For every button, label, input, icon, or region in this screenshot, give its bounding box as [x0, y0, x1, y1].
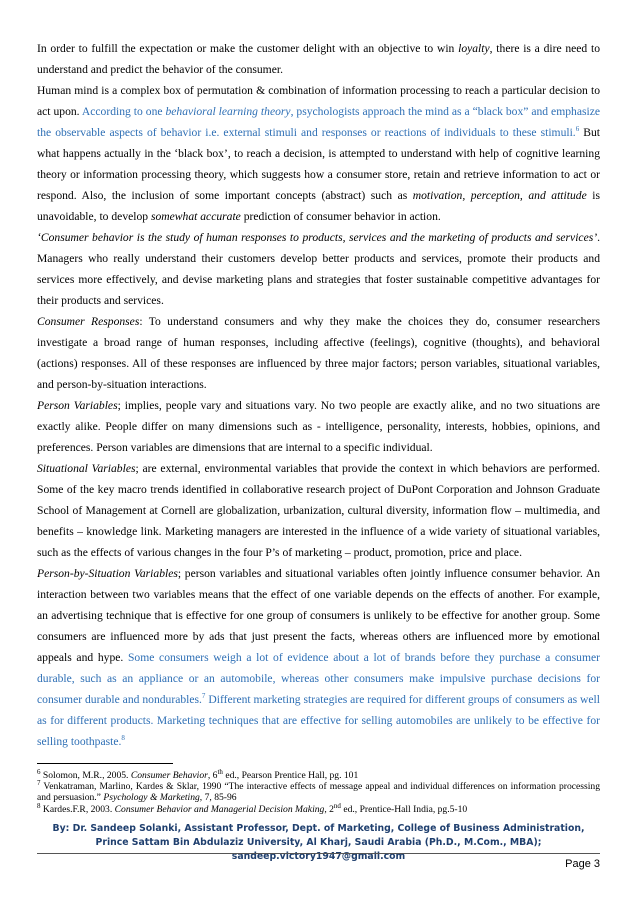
footnote-divider	[37, 763, 173, 764]
quoted-behavioral-theory: According to one behavioral learning theory, psychologists approach the mind as a “black box” and emphasize the observable aspects of behavior i.e. external stimuli and responses or reactions of individuals to these stimuli.	[37, 105, 600, 139]
footnote-6: $^6$ Solomon, M.R., 2005. Consumer Behavior, 6th ed., Pearson Prentice Hall, pg. 101	[37, 767, 359, 781]
paragraph-human-mind: Human mind is a complex box of permutation & combination of information processing to reach a particular decision to act upon. According to one behavioral learning theory, psychologists approach the mind as a “black box” and emphasize the observable aspects of behavior i.e. external stimuli and responses or reactions of individuals to these stimuli.$^6$ But what happens actually in the ‘black box’, to reach a decision, is attempted to understand with help of cognitive learning theory or information processing theory, which suggests how a consumer store, retain and retrieve information to act or respond. Also, the inclusion of some important concepts (abstract) such as motivation, perception, and attitude is unavoidable, to develop somewhat accurate prediction of consumer behavior in action.	[37, 84, 600, 223]
paragraph-definition: ‘Consumer behavior is the study of human responses to products, services and the marketing of products and services’. Managers who really understand their customers develop better products and services, promote their products and services more effectively, and devise marketing plans and strategies that foster sustainable competitive advantages for their products and services.	[37, 231, 600, 307]
footnotes	[37, 767, 600, 815]
paragraph-person-variables: Person Variables; implies, people vary and situations vary. No two people are exactly alike, and no two situations are exactly alike. People differ on many dimensions such as - intelligence, personality, interests, hobbies, opinions, and preferences. Person variables are dimensions that are internal to a specific individual.	[37, 399, 600, 454]
author-attribution: By: Dr. Sandeep Solanki, Assistant Professor, Dept. of Marketing, College of Business Administration, Prince Sattam Bin Abdulaziz University, Al Kharj, Saudi Arabia (Ph.D., M.Com., MBA); sandeep.victory1947@gmail.com	[52, 823, 585, 862]
paragraph-person-by-situation: Person-by-Situation Variables; person variables and situational variables often jointly influence consumer behavior. An interaction between two variables means that the effect of one variable depends on the effects of another. For example, an advertising technique that is effective for one group of consumers is unlikely to be effective for another group. Some consumers are influenced more by ads that just present the facts, whereas others are influenced more by emotional appeals and hype. Some consumers weigh a lot of evidence about a lot of brands before they purchase a consumer durable, such as an appliance or an automobile, whereas other consumers make impulsive purchase decisions for consumer durable and nondurables.$^7$ Different marketing strategies are required for different groups of consumers as well as for different products. Marketing techniques that are effective for selling automobiles are unlikely to be effective for selling toothpaste.$^8$	[37, 567, 600, 748]
footnote-ref-7[interactable]: 7	[201, 692, 206, 701]
paragraph-loyalty: In order to fulfill the expectation or make the customer delight with an objective to win loyalty, there is a dire need to understand and predict the behavior of the consumer.	[37, 42, 600, 76]
page-number: Page 3	[565, 858, 600, 870]
footnote-8: $^8$ Kardes.F.R, 2003. Consumer Behavior and Managerial Decision Making, 2nd ed., Prentice-Hall India, pg.5-10	[37, 801, 468, 815]
body-text	[37, 38, 600, 752]
paragraph-consumer-responses: Consumer Responses: To understand consumers and why they make the choices they do, consumer researchers investigate a broad range of human responses, including affective (feelings), cognitive (thoughts), and behavioral (actions) responses. All of these responses are influenced by three major factors; person variables, situational variables, and person-by-situation interactions.	[37, 315, 600, 391]
footnote-ref-6[interactable]: 6	[575, 125, 580, 134]
page-footer-divider	[37, 853, 600, 854]
footnote-7: $^7$ Venkatraman, Marlino, Kardes & Sklar, 1990 “The interactive effects of message appeal and individual differences on information processing and persuasion.” Psychology & Marketing, 7, 85-96	[37, 779, 600, 804]
footnote-ref-8[interactable]: 8	[121, 734, 125, 743]
paragraph-situational-variables: Situational Variables; are external, environmental variables that provide the context in which behaviors are performed. Some of the key macro trends identified in collaborative research project of DuPont Corporation and Johnson Graduate School of Management at Cornell are globalization, urbanization, cultural diversity, information flow – multimedia, and benefits – knowledge link. Marketing managers are interested in the influence of a wide variety of situational variables, such as the effects of various changes in the four P’s of marketing – product, promotion, price and place.	[37, 462, 600, 559]
